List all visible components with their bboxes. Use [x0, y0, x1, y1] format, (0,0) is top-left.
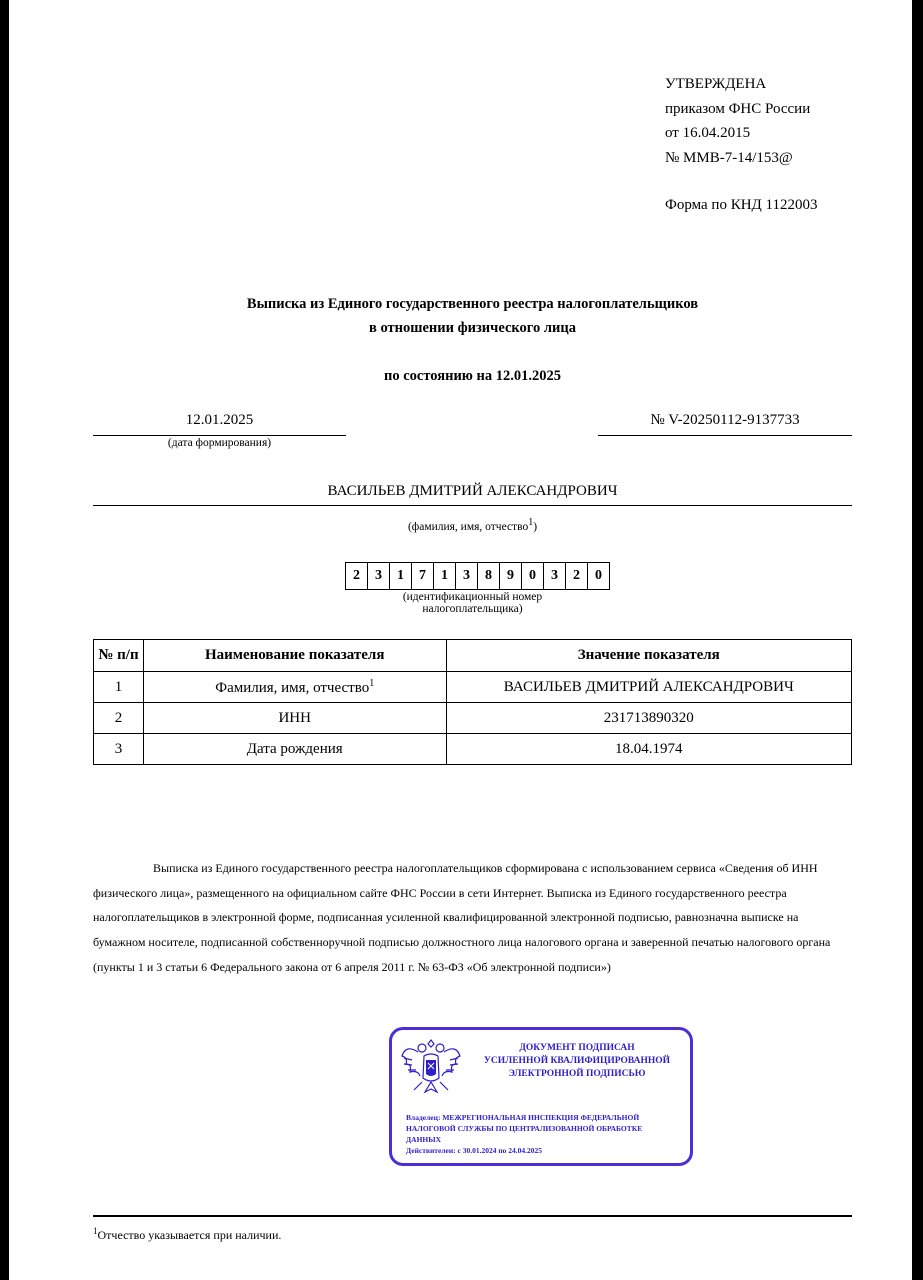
stamp-owner	[406, 1112, 678, 1156]
paragraph-line: физического лица», размещенного на официальном сайте ФНС России в сети Интернет. Выписка из Единого государственного реестра	[93, 885, 787, 900]
inn-digit: 7	[411, 562, 434, 590]
left-border	[0, 0, 9, 1280]
document-subtitle: в отношении физического лица	[368, 320, 576, 336]
row-value: 18.04.1974	[446, 734, 851, 765]
fio-caption-close: )	[533, 520, 538, 533]
footnote	[93, 1226, 281, 1243]
stamp-validity: Действителен: с 30.01.2024 по 24.04.2025	[406, 1146, 543, 1155]
paragraph-line: Выписка из Единого государственного реестра налогоплательщиков сформирована с использованием сервиса «Сведения об ИНН	[153, 861, 818, 875]
table-header-row	[94, 640, 852, 672]
inn-boxes	[345, 562, 610, 590]
stamp-owner-text: Владелец: МЕЖРЕГИОНАЛЬНАЯ ИНСПЕКЦИЯ ФЕДЕРАЛЬНОЙ НАЛОГОВОЙ СЛУЖБЫ ПО ЦЕНТРАЛИЗОВАННОЙ ОБРАБОТКЕ ДАННЫХ	[406, 1113, 643, 1144]
inn-digit: 1	[433, 562, 456, 590]
register-table	[93, 639, 852, 765]
inn-caption	[345, 591, 600, 615]
inn-digit: 2	[345, 562, 368, 590]
approval-line: УТВЕРЖДЕНА	[665, 76, 767, 92]
header-number: № п/п	[94, 640, 144, 672]
row-indicator: ИНН	[143, 703, 446, 734]
formation-date-caption: (дата формирования)	[167, 437, 272, 449]
formation-date-underline	[93, 435, 346, 436]
document-title: Выписка из Единого государственного реестра налогоплательщиков	[246, 296, 699, 312]
inn-caption-line: (идентификационный номер	[402, 591, 543, 603]
person-fio-underline	[93, 505, 852, 506]
approval-block	[665, 72, 810, 170]
footnote-mark: 1	[369, 677, 375, 689]
row-indicator: Дата рождения	[143, 734, 446, 765]
as-of-date: по состоянию на 12.01.2025	[384, 368, 561, 384]
form-code: Форма по КНД 1122003	[665, 197, 818, 213]
stamp-heading-line: ДОКУМЕНТ ПОДПИСАН	[519, 1043, 635, 1053]
stamp-heading-line: УСИЛЕННОЙ КВАЛИФИЦИРОВАННОЙ	[483, 1056, 671, 1066]
row-indicator-text: Фамилия, имя, отчество	[215, 679, 370, 696]
inn-digit: 0	[521, 562, 544, 590]
inn-digit: 9	[499, 562, 522, 590]
approval-line: № ММВ-7-14/153@	[665, 149, 793, 166]
footnote-mark: 1	[93, 1226, 98, 1236]
stamp-heading-line: ЭЛЕКТРОННОЙ ПОДПИСЬЮ	[508, 1069, 646, 1079]
row-number: 3	[94, 734, 144, 765]
footnote-separator	[93, 1215, 852, 1217]
row-number: 2	[94, 703, 144, 734]
row-indicator	[143, 672, 446, 703]
row-value: 231713890320	[446, 703, 851, 734]
inn-digit: 3	[543, 562, 566, 590]
inn-digit: 0	[587, 562, 610, 590]
digital-signature-stamp	[389, 1027, 693, 1166]
paragraph-line: бумажном носителе, подписанной собственноручной подписью должностного лица налогового органа и заверенной печатью налогового органа	[93, 935, 831, 950]
formation-date: 12.01.2025	[185, 412, 254, 428]
inn-digit: 2	[565, 562, 588, 590]
row-number: 1	[94, 672, 144, 703]
footnote-text: Отчество указывается при наличии.	[97, 1228, 282, 1242]
fio-caption-text: (фамилия, имя, отчество	[407, 520, 529, 533]
paragraph-line: (пункты 1 и 3 статьи 6 Федерального закона от 6 апреля 2011 г. № 63-ФЗ «Об электронной подписи»)	[93, 959, 611, 974]
person-fio-caption	[93, 517, 852, 533]
stamp-heading	[472, 1042, 682, 1081]
extract-number-underline	[598, 435, 852, 436]
person-fio: ВАСИЛЬЕВ ДМИТРИЙ АЛЕКСАНДРОВИЧ	[327, 483, 618, 499]
inn-digit: 1	[389, 562, 412, 590]
header-value: Значение показателя	[446, 640, 851, 672]
table-row	[94, 672, 852, 703]
extract-number: № V-20250112-9137733	[650, 412, 800, 428]
header-indicator: Наименование показателя	[143, 640, 446, 672]
paragraph-line: налогоплательщиков в электронной форме, подписанная усиленной квалифицированной электронной подписью, равнозначна выписке на	[93, 910, 799, 925]
inn-digit: 3	[455, 562, 478, 590]
approval-line: от 16.04.2015	[665, 125, 751, 141]
table-row	[94, 734, 852, 765]
coat-of-arms-icon	[398, 1034, 464, 1102]
row-value: ВАСИЛЬЕВ ДМИТРИЙ АЛЕКСАНДРОВИЧ	[446, 672, 851, 703]
table-row	[94, 703, 852, 734]
inn-digit: 8	[477, 562, 500, 590]
legal-paragraph	[93, 856, 852, 980]
approval-line: приказом ФНС России	[665, 100, 811, 117]
inn-caption-line: налогоплательщика)	[422, 603, 523, 615]
inn-digit: 3	[367, 562, 390, 590]
right-border	[912, 0, 923, 1280]
footnote-mark: 1	[528, 517, 534, 528]
